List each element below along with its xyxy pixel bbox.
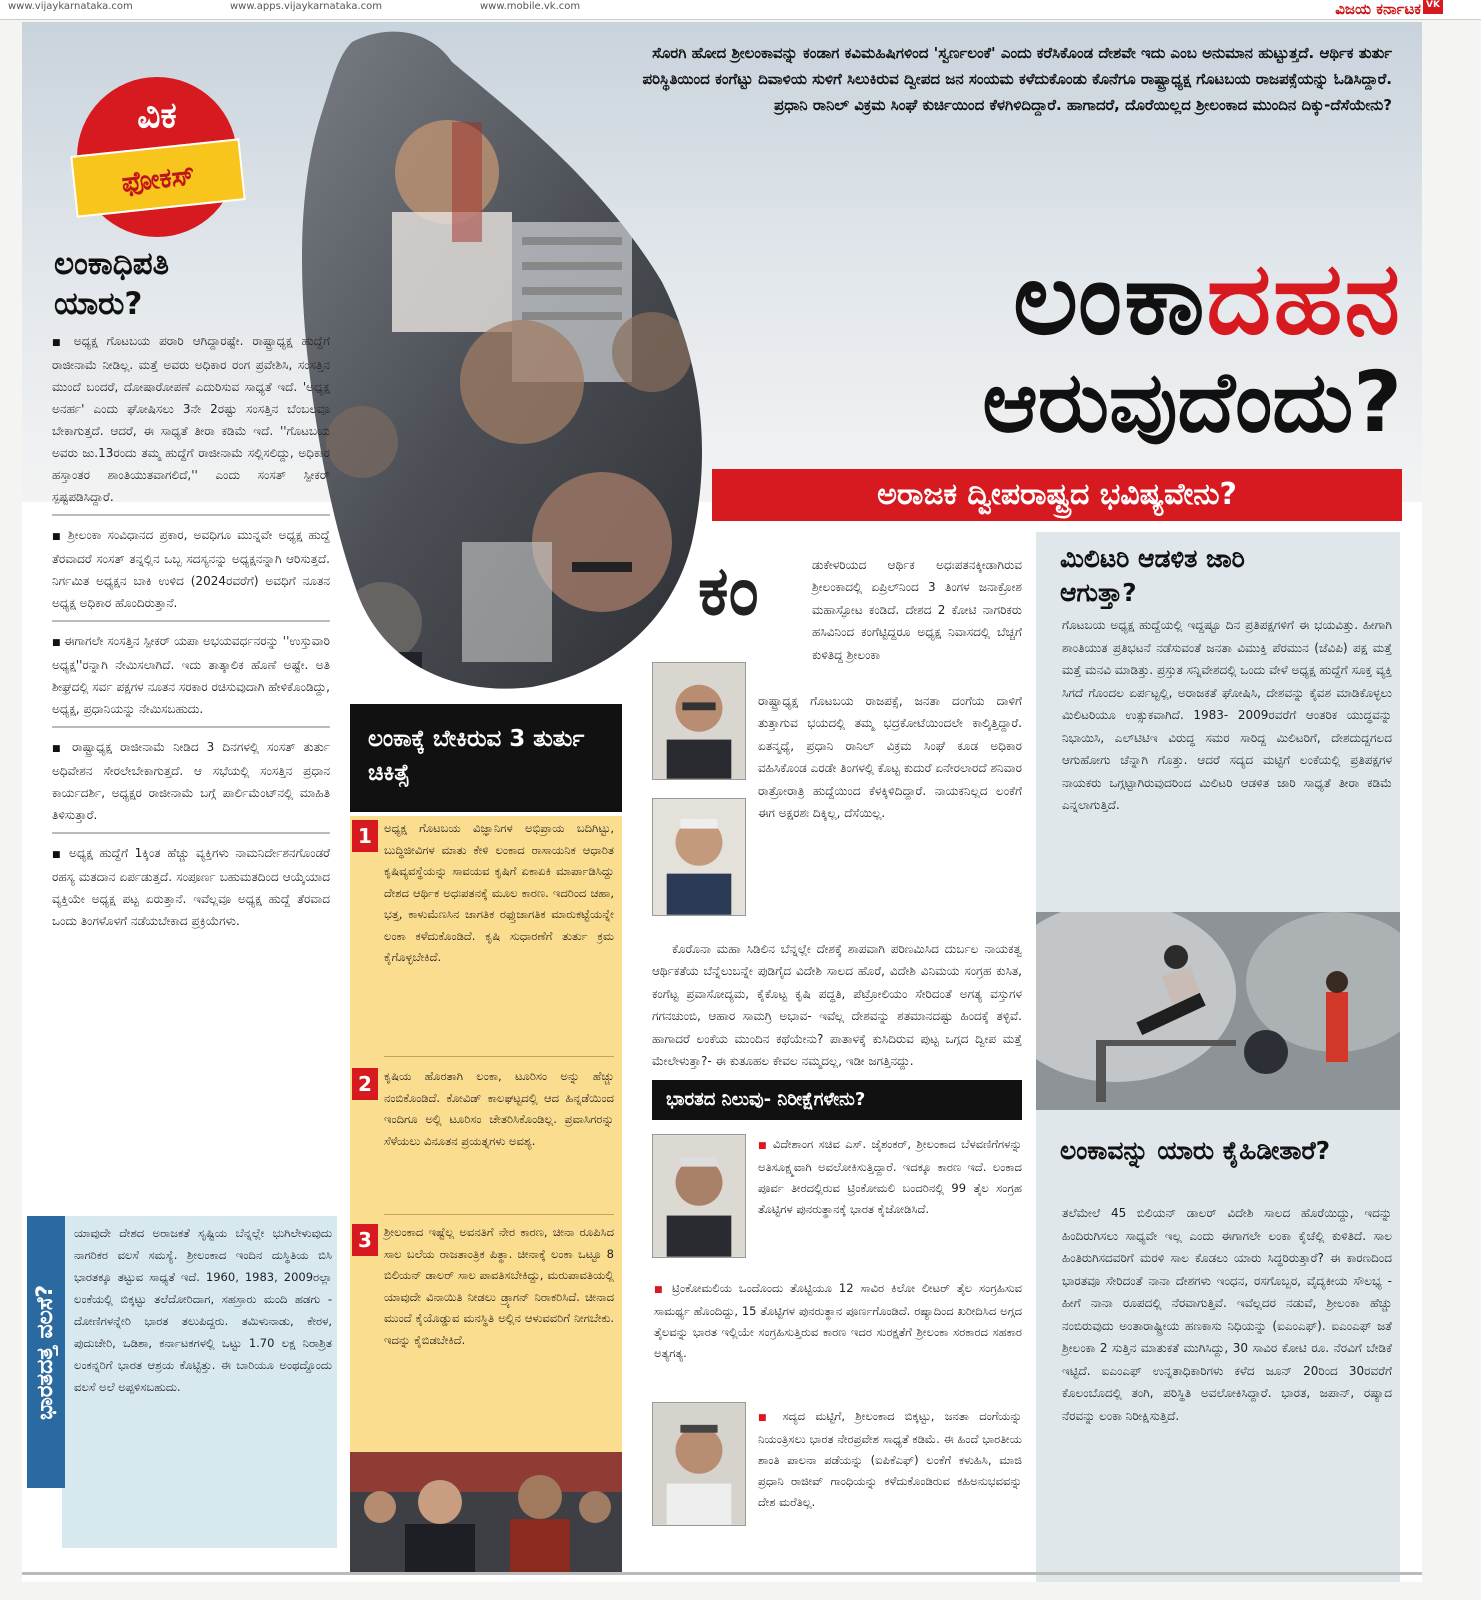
article-intro: ಡುಕೇಳರಿಯದ ಆರ್ಥಿಕ ಅಧಃಪತನಕ್ಕೀಡಾಗಿರುವ ಶ್ರೀಲಂಕಾದಲ್ಲಿ ಏಪ್ರಿಲ್‌ನಿಂದ 3 ತಿಂಗಳ ಜನಾಕ್ರೋಶ ಮಹಾಸ್ಫೋಟ ಕಂಡಿದೆ. ದೇಶದ 2 ಕೋಟಿ ನಾಗರಿಕರು ಹಸಿವಿನಿಂದ ಕಂಗೆಟ್ಟಿದ್ದರೂ ಅಧ್ಯಕ್ಷ ನಿವಾಸದಲ್ಲಿ ಬೆಚ್ಚಗೆ ಕುಳಿತಿದ್ದ ಶ್ರೀಲಂಕಾ: [812, 558, 1022, 662]
vk-logo-top-text: ವಿಕ: [137, 95, 177, 136]
bottom-rule: [22, 1572, 1422, 1575]
left-bullet: ■ ಶ್ರೀಲಂಕಾ ಸಂವಿಧಾನದ ಪ್ರಕಾರ, ಅವಧಿಗೂ ಮುನ್ನವೇ ಅಧ್ಯಕ್ಷ ಹುದ್ದೆ ತೆರವಾದರೆ ಸಂಸತ್ ತನ್ನಲ್ಲಿನ ಒಬ್ಬ ಸದಸ್ಯನನ್ನು ಅಧ್ಯಕ್ಷನನ್ನಾಗಿ ಆರಿಸುತ್ತದೆ. ನಿರ್ಗಮಿತ ಅಧ್ಯಕ್ಷನ ಬಾಕಿ ಉಳಿದ (2024ರವರೆಗೆ) ಅವಧಿಗೆ ನೂತನ ಅಧ್ಯಕ್ಷ ಅಧಿಕಾರ ಹೊಂದಿರುತ್ತಾನೆ.: [52, 516, 330, 622]
left-bullet: ■ ಅಧ್ಯಕ್ಷ ಹುದ್ದೆಗೆ 1ಕ್ಕಿಂತ ಹೆಚ್ಚು ವ್ಯಕ್ತಿಗಳು ನಾಮನಿರ್ದೇಶನಗೊಂಡರೆ ರಹಸ್ಯ ಮತದಾನ ಏರ್ಪಡುತ್ತದೆ. ಸಂಪೂರ್ಣ ಬಹುಮತದಿಂದ ಆಯ್ಕೆಯಾದ ವ್ಯಕ್ತಿಯೇ ಅಧ್ಯಕ್ಷ ಪಟ್ಟ ಏರುತ್ತಾನೆ. ಇವೆಲ್ಲವೂ ಅಧ್ಯಕ್ಷ ಹುದ್ದೆ ತೆರವಾದ ಒಂದು ತಿಂಗಳೊಳಗೆ ನಡೆಯಬೇಕಾದ ಪ್ರಕ್ರಿಯೆಗಳು.: [52, 834, 330, 938]
riot-photo: [1036, 912, 1400, 1110]
jaishankar-photo: [652, 1134, 746, 1258]
therapy-number: 1: [352, 820, 378, 852]
therapy-text: ಅಧ್ಯಕ್ಷ ಗೊಟಬಯ ವಿಜ್ಞಾನಿಗಳ ಅಭಿಪ್ರಾಯ ಬದಿಗಿಟ್ಟು, ಬುದ್ಧಿಜೀವಿಗಳ ಮಾತು ಕೇಳಿ ಲಂಕಾದ ರಾಸಾಯನಿಕ ಆಧಾರಿತ ಕೃಷಿವ್ಯವಸ್ಥೆಯನ್ನು ಸಾವಯವ ಕೃಷಿಗೆ ಏಕಾಏಕಿ ಮಾರ್ಪಾಡಿಸಿದ್ದು ದೇಶದ ಆರ್ಥಿಕ ಅಧಃಪತನಕ್ಕೆ ಮೂಲ ಕಾರಣ. ಇದರಿಂದ ಚಹಾ, ಭತ್ತ, ಕಾಳುಮೆಣಸಿನ ಜಾಗತಿಕ ರಫ್ತುಜಾಗತಿಕ ಮಾರುಕಟ್ಟೆಯನ್ನೇ ಲಂಕಾ ಕಳೆದುಕೊಂಡಿದೆ. ಕೃಷಿ ಸುಧಾರಣೆಗೆ ತುರ್ತು ಕ್ರಮ ಕೈಗೊಳ್ಳಬೇಕಿದೆ.: [384, 821, 614, 964]
india-section-heading: ಭಾರತದ ನಿಲುವು- ನಿರೀಕ್ಷೆಗಳೇನು?: [652, 1080, 1022, 1120]
therapy-divider: [384, 1214, 614, 1215]
headline-line-2: ಆರುವುದೆಂದು?: [982, 353, 1402, 451]
migration-text: ಯಾವುದೇ ದೇಶದ ಅರಾಜಕತೆ ಸೃಷ್ಟಿಯ ಬೆನ್ನಲ್ಲೇ ಭುಗಿಲೇಳುವುದು ನಾಗರಿಕರ ವಲಸೆ ಸಮಸ್ಯೆ. ಶ್ರೀಲಂಕಾದ ಇಂದಿನ ದುಸ್ಥಿತಿಯ ಬಿಸಿ ಭಾರತಕ್ಕೂ ತಟ್ಟುವ ಸಾಧ್ಯತೆ ಇದೆ. 1960, 1983, 2009ರಲ್ಲಾ ಲಂಕೆಯಲ್ಲಿ ಬಿಕ್ಕಟ್ಟು ತಲೆದೋರಿದಾಗ, ಸಹಸ್ರಾರು ಮಂದಿ ಹಡಗು - ದೋಣಿಗಳನ್ನೇರಿ ಭಾರತ ತಲುಪಿದ್ದರು. ತಮಿಳುನಾಡು, ಕೇರಳ, ಪುದುಚೇರಿ, ಒಡಿಶಾ, ಕರ್ನಾಟಕಗಳಲ್ಲಿ ಒಟ್ಟು 1.70 ಲಕ್ಷ ನಿರಾಶ್ರಿತ ಲಂಕನ್ನರಿಗೆ ಭಾರತ ಆಶ್ರಯ ಕೊಟ್ಟಿತ್ತು. ಈ ಬಾರಿಯೂ ಅಂಥದ್ದೊಂದು ವಲಸೆ ಅಲೆ ಅಪ್ಪಳಿಸಬಹುದು.: [74, 1226, 332, 1394]
website-url[interactable]: www.vijaykarnataka.com: [8, 1, 133, 12]
left-bullet: ■ ರಾಷ್ಟ್ರಾಧ್ಯಕ್ಷ ರಾಜೀನಾಮೆ ನೀಡಿದ 3 ದಿನಗಳಲ್ಲಿ ಸಂಸತ್ ತುರ್ತು ಅಧಿವೇಶನ ಸೇರಲೇಬೇಕಾಗುತ್ತದೆ. ಆ ಸಭೆಯಲ್ಲಿ ಸಂಸತ್ತಿನ ಪ್ರಧಾನ ಕಾರ್ಯದರ್ಶಿ, ಅಧ್ಯಕ್ಷರ ರಾಜೀನಾಮೆ ಬಗ್ಗೆ ಪಾರ್ಲಿಮೆಂಟ್‌ನಲ್ಲಿ ಮಾಹಿತಿ ತಿಳಿಸುತ್ತಾರೆ.: [52, 728, 330, 834]
newspaper-page: [22, 22, 1422, 1582]
left-column-heading: ಲಂಕಾಧಿಪತಿ ಯಾರು?: [54, 246, 170, 322]
therapy-divider: [384, 1056, 614, 1057]
vk-badge: VK: [1423, 0, 1443, 14]
military-text: ಗೊಟಬಯ ಅಧ್ಯಕ್ಷ ಹುದ್ದೆಯಲ್ಲಿ ಇದ್ದಷ್ಟೂ ದಿನ ಪ್ರತಿಪಕ್ಷಗಳಿಗೆ ಈ ಭಯವಿತ್ತು. ಹೀಗಾಗಿ ಶಾಂತಿಯುತ ಪ್ರತಿಭಟನೆ ನಡೆಸುವಂತೆ ಜನತಾ ವಿಮುಕ್ತಿ ಪೆರಮುನ (ಜೆವಿಪಿ) ಪಕ್ಷ ಮತ್ತೆ ಮತ್ತೆ ಮನವಿ ಮಾಡಿತ್ತು. ಪ್ರಸ್ತುತ ಸನ್ನಿವೇಶದಲ್ಲಿ ಒಂದು ವೇಳೆ ಅಧ್ಯಕ್ಷ ಹುದ್ದೆಗೆ ಸೂಕ್ತ ವ್ಯಕ್ತಿ ಸಿಗದೆ ಗೊಂದಲ ಏರ್ಪಟ್ಟಲ್ಲಿ, ಅರಾಜಕತೆ ಘೋಷಿಸಿ, ದೇಶವನ್ನು ಕೈವಶ ಮಾಡಿಕೊಳ್ಳಲು ಮಿಲಿಟರಿಯೂ ಉತ್ಸುಕವಾಗಿದೆ. 1983- 2009ರವರೆಗೆ ಆಂತರಿಕ ಯುದ್ಧವನ್ನು ನಿಭಾಯಿಸಿ, ಎಲ್‌ಟಿಟಿಇ ವಿರುದ್ಧ ಸಮರ ಸಾರಿದ್ದ ಮಿಲಿಟರಿಗೆ, ದೇಶದುದ್ದಗಲದ ಆಗುಹೋಗು ಚೆನ್ನಾಗಿ ಗೊತ್ತು. ಆದರೆ ಸದ್ಯದ ಮಟ್ಟಿಗೆ ಲಂಕೆಯಲ್ಲಿ ಪ್ರತಿಪಕ್ಷಗಳ ನಾಯಕರು ಒಗ್ಗಟ್ಟಾಗಿರುವುದರಿಂದ ಮಿಲಿಟರಿ ಆಡಳಿತ ಜಾರಿ ಸಾಧ್ಯತೆ ತೀರಾ ಕಡಿಮೆ ಎನ್ನಲಾಗುತ್ತಿದೆ.: [1062, 618, 1392, 812]
top-bar: [0, 0, 1481, 20]
therapy-item-1: [350, 818, 622, 969]
left-bullet: ■ ಅಧ್ಯಕ್ಷ ಗೊಟಬಯ ಪರಾರಿ ಆಗಿದ್ದಾರಷ್ಟೇ. ರಾಷ್ಟ್ರಾಧ್ಯಕ್ಷ ಹುದ್ದೆಗೆ ರಾಜೀನಾಮೆ ನೀಡಿಲ್ಲ. ಮತ್ತೆ ಅವರು ಅಧಿಕಾರ ರಂಗ ಪ್ರವೇಶಿಸಿ, ಸಂಸತ್ತಿನ ಮುಂದೆ ಬಂದರೆ, ದೋಷಾರೋಪಣೆ ಎದುರಿಸುವ ಸಾಧ್ಯತೆ ಇದೆ. 'ಅಧ್ಯಕ್ಷ ಅನರ್ಹ' ಎಂದು ಘೋಷಿಸಲು 3ನೇ 2ರಷ್ಟು ಸಂಸತ್ತಿನ ಬೆಂಬಲವೂ ಬೇಕಾಗುತ್ತದೆ. ಆದರೆ, ಈ ಸಾಧ್ಯತೆ ತೀರಾ ಕಡಿಮೆ ಇದೆ. ''ಗೊಟಬಯ ಅವರು ಜು.13ರಂದು ತಮ್ಮ ಹುದ್ದೆಗೆ ರಾಜೀನಾಮೆ ಸಲ್ಲಿಸಲಿದ್ದು, ಅಧಿಕಾರ ಹಸ್ತಾಂತರ ಶಾಂತಿಯುತವಾಗಲಿದೆ,'' ಎಂದು ಸಂಸತ್ ಸ್ಪೀಕರ್ ಸ್ಪಷ್ಟಪಡಿಸಿದ್ದಾರೆ.: [52, 322, 330, 516]
gotabaya-photo: [652, 662, 746, 780]
india-note-2: ■ ಟ್ರಿಂಕೋಮಲಿಯ ಒಂದೊಂದು ತೊಟ್ಟಿಯೂ 12 ಸಾವಿರ ಕಿಲೋ ಲೀಟರ್ ತೈಲ ಸಂಗ್ರಹಿಸುವ ಸಾಮರ್ಥ್ಯ ಹೊಂದಿದ್ದು, 15 ತೊಟ್ಟಿಗಳ ಪುನರುತ್ಥಾನ ಪೂರ್ಣಗೊಂಡಿದೆ. ರಷ್ಯಾದಿಂದ ಖರೀದಿಸಿದ ಅಗ್ಗದ ತೈಲವನ್ನು ಭಾರತ ಇಲ್ಲಿಯೇ ಸಂಗ್ರಹಿಸುತ್ತಿರುವ ಕಾರಣ ಇದರ ಸುರಕ್ಷತೆಗೆ ಶ್ರೀಲಂಕಾ ಸರಕಾರದ ಸಹಕಾರ ಅತ್ಯಗತ್ಯ.: [654, 1278, 1022, 1364]
ranil-photo: [652, 798, 746, 916]
therapy-heading: ಲಂಕಾಕ್ಕೆ ಬೇಕಿರುವ 3 ತುರ್ತು ಚಿಕಿತ್ಸೆ: [350, 704, 622, 812]
rajiv-gandhi-photo: [652, 1402, 746, 1526]
subheadline-banner: ಅರಾಜಕ ದ್ವೀಪರಾಷ್ಟ್ರದ ಭವಿಷ್ಯವೇನು?: [712, 469, 1402, 521]
left-bullet: ■ ಈಗಾಗಲೇ ಸಂಸತ್ತಿನ ಸ್ಪೀಕರ್ ಯಪಾ ಅಭಯವರ್ಧನರನ್ನು ''ಉಸ್ತುವಾರಿ ಅಧ್ಯಕ್ಷ''ರನ್ನಾಗಿ ನೇಮಿಸಲಾಗಿದೆ. ಇದು ತಾತ್ಕಾಲಿಕ ಹೊಣೆ ಅಷ್ಟೇ. ಅತಿ ಶೀಘ್ರದಲ್ಲಿ ಸರ್ವ ಪಕ್ಷಗಳ ನೂತನ ಸರಕಾರ ರಚಿಸುವುದಾಗಿ ಹೇಳಿಕೊಂಡಿದ್ದು, ಅಧ್ಯಕ್ಷ, ಪ್ರಧಾನಿಯನ್ನು ನೇಮಿಸಬಹುದು.: [52, 622, 330, 728]
protest-collage-photo: [282, 22, 722, 702]
india-note-1: ■ ವಿದೇಶಾಂಗ ಸಚಿವ ಎಸ್. ಜೈಶಂಕರ್, ಶ್ರೀಲಂಕಾದ ಬೆಳವಣಿಗೆಗಳನ್ನು ಅತಿಸೂಕ್ಷ್ಮವಾಗಿ ಅವಲೋಕಿಸುತ್ತಿದ್ದಾರೆ. ಇದಕ್ಕೂ ಕಾರಣ ಇದೆ. ಲಂಕಾದ ಪೂರ್ವ ತೀರದಲ್ಲಿರುವ ಟ್ರಿಂಕೋಮಲಿ ಬಂದರಿನಲ್ಲಿ 99 ತೈಲ ಸಂಗ್ರಹ ತೊಟ್ಟಿಗಳ ಪುನರುತ್ಥಾನಕ್ಕೆ ಭಾರತ ಕೈಜೋಡಿಸಿದೆ.: [758, 1134, 1022, 1220]
masthead: ವಿಜಯ ಕರ್ನಾಟಕ: [1335, 0, 1421, 18]
article-body-2: ಕೊರೊನಾ ಮಹಾ ಸಿಡಿಲಿನ ಬೆನ್ನಲ್ಲೇ ದೇಶಕ್ಕೆ ಶಾಪವಾಗಿ ಪರಿಣಮಿಸಿದ ದುರ್ಬಲ ನಾಯಕತ್ವ ಆರ್ಥಿಕತೆಯ ಬೆನ್ನೆಲುಬನ್ನೇ ಪುಡಿಗೈದ ವಿದೇಶಿ ಸಾಲದ ಹೊರೆ, ವಿದೇಶಿ ವಿನಿಮಯ ಸಂಗ್ರಹ ಕುಸಿತ, ಕಂಗೆಟ್ಟ ಪ್ರವಾಸೋದ್ಯಮ, ಕೈಕೊಟ್ಟ ಕೃಷಿ ಪದ್ಧತಿ, ಪೆಟ್ರೋಲಿಯಂ ಸೇರಿದಂತೆ ಅಗತ್ಯ ವಸ್ತುಗಳ ಗಗನಚುಂಬಿ, ಆಹಾರ ಸಾಮಗ್ರಿ ಅಭಾವ- ಇವೆಲ್ಲ ದೇಶವನ್ನು ಶತಮಾನದಷ್ಟು ಹಿಂದಕ್ಕೆ ತಳ್ಳಿವೆ. ಹಾಗಾದರೆ ಲಂಕೆಯ ಮುಂದಿನ ಕಥೆಯೇನು? ಪಾತಾಳಕ್ಕೆ ಕುಸಿದಿರುವ ಪುಟ್ಟ ಒಗ್ಗದ ದ್ವೀಪ ಮತ್ತೆ ಮೇಲೇಳುತ್ತಾ?- ಈ ಕುತೂಹಲ ಕೇವಲ ನಮ್ಮದಲ್ಲ, ಇಡೀ ಜಗತ್ತಿನದ್ದು.: [652, 942, 1022, 1069]
dropcap: ಕಂ: [698, 552, 759, 631]
vk-focus-logo: [77, 77, 237, 237]
military-heading: ಮಿಲಿಟರಿ ಆಡಳಿತ ಜಾರಿ ಆಗುತ್ತಾ?: [1060, 544, 1245, 607]
therapy-number: 2: [352, 1068, 378, 1100]
article-body-1: ರಾಷ್ಟ್ರಾಧ್ಯಕ್ಷ ಗೊಟಬಯ ರಾಜಪಕ್ಸೆ, ಜನತಾ ದಂಗೆಯ ದಾಳಿಗೆ ತುತ್ತಾಗುವ ಭಯದಲ್ಲಿ ತಮ್ಮ ಭದ್ರಕೋಟೆಯಿಂದಲೇ ಕಾಲ್ಕಿತ್ತಿದ್ದಾರೆ. ಏತನ್ಮಧ್ಯೆ, ಪ್ರಧಾನಿ ರಾನಿಲ್ ವಿಕ್ರಮ ಸಿಂಘೆ ಕೂಡ ಅಧಿಕಾರ ವಹಿಸಿಕೊಂಡ ಎರಡೇ ತಿಂಗಳಲ್ಲಿ ಕೊಟ್ಟ ಕುದುರೆ ಏನೇರಲಾರದೆ ಶನಿವಾರ ರಾತ್ರೋರಾತ್ರಿ ಹುದ್ದೆಯಿಂದ ಕೆಳಕ್ಕಿಳಿದಿದ್ದಾರೆ. ನಾಯಕನಿಲ್ಲದ ಲಂಕೆಗೆ ಈಗ ಅಕ್ಷರಶಃ ದಿಕ್ಕಿಲ್ಲ, ದೆಸೆಯಿಲ್ಲ.: [758, 694, 1022, 821]
therapy-text: ಕೃಷಿಯ ಹೊರತಾಗಿ ಲಂಕಾ, ಟೂರಿಸಂ ಅನ್ನು ಹೆಚ್ಚು ನಂಬಿಕೊಂಡಿದೆ. ಕೋವಿಡ್ ಕಾಲಘಟ್ಟದಲ್ಲಿ ಆದ ಹಿನ್ನಡೆಯಿಂದ ಇಂದಿಗೂ ಅಲ್ಲಿ ಟೂರಿಸಂ ಚೇತರಿಸಿಕೊಂಡಿಲ್ಲ. ಪ್ರವಾಸಿಗರನ್ನು ಸೆಳೆಯಲು ವಿನೂತನ ಪ್ರಯತ್ನಗಳು ಅವಶ್ಯ.: [384, 1069, 614, 1148]
therapy-text: ಶ್ರೀಲಂಕಾದ ಇಷ್ಟೆಲ್ಲ ಅವನತಿಗೆ ನೇರ ಕಾರಣ, ಚೀನಾ ರೂಪಿಸಿದ ಸಾಲ ಬಲೆಯ ರಾಜತಾಂತ್ರಿಕ ಪಿತ್ಥಾ. ಚೀನಾಕ್ಕೆ ಲಂಕಾ ಒಟ್ಟೂ 8 ಬಿಲಿಯನ್ ಡಾಲರ್ ಸಾಲ ಪಾವತಿಸಬೇಕಿದ್ದು, ಮರುಪಾವತಿಯಲ್ಲಿ ಯಾವುದೇ ವಿನಾಯಿತಿ ನೀಡಲು ಡ್ರ್ಯಾಗನ್ ನಿರಾಕರಿಸಿದೆ. ಚೀನಾದ ಮುಂದೆ ಕೈಯೊಡ್ಡುವ ಮನಸ್ಥಿತಿ ಅಲ್ಲಿನ ಆಳುವವರಿಗೆ ನೀಗಬೇಕು. ಇದನ್ನು ಕೈಬಿಡಬೇಕಿದೆ.: [384, 1225, 614, 1347]
therapy-box: [350, 816, 622, 1476]
left-column: [52, 322, 330, 938]
leaders-photo: [350, 1452, 622, 1572]
bailout-heading: ಲಂಕಾವನ್ನು ಯಾರು ಕೈಹಿಡೀತಾರೆ?: [1060, 1136, 1331, 1165]
therapy-item-2: [350, 1066, 622, 1152]
vk-logo-band-text: ಫೋಕಸ್: [70, 138, 246, 217]
headline-part-2: ದಹನ: [1206, 240, 1402, 357]
therapy-item-3: [350, 1222, 622, 1351]
headline-part-1: ಲಂಕಾ: [1013, 240, 1207, 357]
migration-tab: ಭಾರತದತ್ತ ವಲಸೆ?: [27, 1216, 65, 1488]
main-headline: [702, 240, 1402, 451]
intro-paragraph: ಸೊರಗಿ ಹೋದ ಶ್ರೀಲಂಕಾವನ್ನು ಕಂಡಾಗ ಕವಿಮಹಿಷಿಗಳಿಂದ 'ಸ್ವರ್ಣಲಂಕೆ' ಎಂದು ಕರೆಸಿಕೊಂಡ ದೇಶವೇ ಇದು ಎಂಬ ಅನುಮಾನ ಹುಟ್ಟುತ್ತದೆ. ಆರ್ಥಿಕ ತುರ್ತು ಪರಿಸ್ಥಿತಿಯಿಂದ ಕಂಗೆಟ್ಟು ದಿವಾಳಿಯ ಸುಳಿಗೆ ಸಿಲುಕಿರುವ ದ್ವೀಪದ ಜನ ಸಂಯಮ ಕಳೆದುಕೊಂಡು ಕೊನೆಗೂ ರಾಷ್ಟ್ರಾಧ್ಯಕ್ಷ ಗೊಟಬಯ ರಾಜಪಕ್ಸೆಯನ್ನು ಓಡಿಸಿದ್ದಾರೆ. ಪ್ರಧಾನಿ ರಾನಿಲ್ ವಿಕ್ರಮ ಸಿಂಘೆ ಕುರ್ಚಿಯಿಂದ ಕೆಳಗಿಳಿದಿದ್ದಾರೆ. ಹಾಗಾದರೆ, ದೊರೆಯಿಲ್ಲದ ಶ್ರೀಲಂಕಾದ ಮುಂದಿನ ದಿಕ್ಕು-ದೆಸೆಯೇನು?: [642, 44, 1392, 114]
mobile-url[interactable]: www.mobile.vk.com: [480, 1, 581, 12]
therapy-number: 3: [352, 1224, 378, 1256]
india-note-3: ■ ಸದ್ಯದ ಮಟ್ಟಿಗೆ, ಶ್ರೀಲಂಕಾದ ಬಿಕ್ಕಟ್ಟು, ಜನತಾ ದಂಗೆಯನ್ನು ನಿಯಂತ್ರಿಸಲು ಭಾರತ ನೇರಪ್ರವೇಶ ಸಾಧ್ಯತೆ ಕಡಿಮೆ. ಈ ಹಿಂದೆ ಭಾರತೀಯ ಶಾಂತಿ ಪಾಲನಾ ಪಡೆಯನ್ನು (ಐಪಿಕೆಎಫ್) ಲಂಕೆಗೆ ಕಳುಹಿಸಿ, ಮಾಜಿ ಪ್ರಧಾನಿ ರಾಜೀವ್ ಗಾಂಧಿಯನ್ನು ಕಳೆದುಕೊಂಡಿರುವ ಕಹಿಅನುಭವವನ್ನು ದೇಶ ಮರೆತಿಲ್ಲ.: [758, 1406, 1022, 1513]
apps-url[interactable]: www.apps.vijaykarnataka.com: [230, 1, 383, 12]
bailout-text: ತಲೆಮೇಲೆ 45 ಬಿಲಿಯನ್ ಡಾಲರ್ ವಿದೇಶಿ ಸಾಲದ ಹೊರೆಯಿದ್ದು, ಇದನ್ನು ಹಿಂದಿರುಗಿಸಲು ಸಾಧ್ಯವೇ ಇಲ್ಲ ಎಂದು ಈಗಾಗಲೇ ಲಂಕಾ ಕೈಚೆಲ್ಲಿ ಕುಳಿತಿದೆ. ಸಾಲ ಹಿಂತಿರುಗಿಸದವರಿಗೆ ಮರಳಿ ಸಾಲ ಕೊಡಲು ಯಾರು ಸಿದ್ಧರಿರುತ್ತಾರೆ? ಈ ಕಾರಣದಿಂದ ಭಾರತವೂ ಸೇರಿದಂತೆ ನಾನಾ ದೇಶಗಳು ಇಂಧನ, ರಸಗೊಬ್ಬರ, ವೈದ್ಯಕೀಯ ಸೌಲಭ್ಯ - ಹೀಗೆ ನಾನಾ ರೂಪದಲ್ಲಿ ನೆರವಾಗುತ್ತಿವೆ. ಇವೆಲ್ಲದರ ನಡುವೆ, ಶ್ರೀಲಂಕಾ ಹೆಚ್ಚು ನಂಬಿರುವುದು ಅಂತಾರಾಷ್ಟ್ರೀಯ ಹಣಕಾಸು ನಿಧಿಯನ್ನು (ಐಎಂಎಫ್). ಐಎಂಎಫ್ ಜತೆ ಶ್ರೀಲಂಕಾ 2 ಸುತ್ತಿನ ಮಾತುಕತೆ ಮುಗಿಸಿದ್ದು, 30 ಸಾವಿರ ಕೋಟಿ ರೂ. ನೆರವಿಗೆ ಬೇಡಿಕೆ ಇಟ್ಟಿದೆ. ಐಎಂಎಫ್ ಉನ್ನತಾಧಿಕಾರಿಗಳು ಕಳೆದ ಜೂನ್ 20ರಿಂದ 30ರವರೆಗೆ ಕೊಲಂಬೊದಲ್ಲಿ ತಂಗಿ, ಪರಿಸ್ಥಿತಿ ಅವಲೋಕಿಸಿದ್ದಾರೆ. ಭಾರತ, ಜಪಾನ್, ರಷ್ಯಾದ ನೆರವನ್ನು ಲಂಕಾ ನಿರೀಕ್ಷಿಸುತ್ತಿದೆ.: [1062, 1206, 1392, 1423]
